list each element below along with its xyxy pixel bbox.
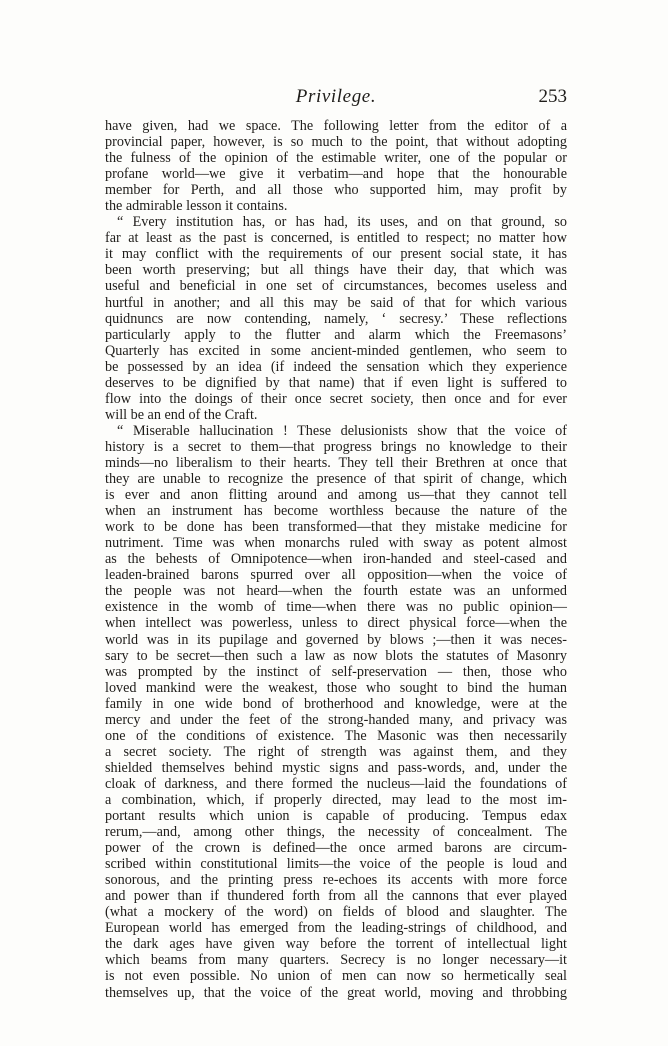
text-line: useful and beneficial in one set of circumstances, becomes useless and xyxy=(105,278,567,295)
text-line: family in one wide bond of brotherhood and knowledge, were at the xyxy=(105,695,567,712)
text-line: quidnuncs are now contending, namely, ‘ secresy.’ These reflections xyxy=(105,310,567,327)
text-line: leaden-brained barons spurred over all opposition—when the voice of xyxy=(105,567,567,584)
text-line: mercy and under the feet of the strong-handed many, and privacy was xyxy=(105,711,567,728)
text-line: member for Perth, and all those who supported him, may profit by xyxy=(105,182,567,199)
text-line: provincial paper, however, is so much to the point, that without adopting xyxy=(105,134,567,151)
text-line: portant results which union is capable of producing. Tempus edax xyxy=(105,808,567,825)
text-line: have given, had we space. The following letter from the editor of a xyxy=(105,118,567,134)
text-line: profane world—we give it verbatim—and hope that the honourable xyxy=(105,166,567,183)
text-line: “ Every institution has, or has had, its uses, and on that ground, so xyxy=(117,214,567,231)
body-text xyxy=(105,118,567,1001)
text-line: is ever and anon flitting around and among us—that they cannot tell xyxy=(105,487,567,504)
text-line: European world has emerged from the leading-strings of childhood, and xyxy=(105,920,567,937)
text-line: was prompted by the instinct of self-preservation — then, those who xyxy=(105,663,567,680)
text-line: minds—no liberalism to their hearts. They tell their Brethren at once that xyxy=(105,454,567,471)
text-line: as the behests of Omnipotence—when iron-handed and steel-cased and xyxy=(105,551,567,568)
text-line: power of the crown is defined—the once armed barons are circum- xyxy=(105,840,567,857)
text-line: a secret society. The right of strength was against them, and they xyxy=(105,743,567,760)
text-line: one of the conditions of existence. The Masonic was then necessarily xyxy=(105,727,567,744)
text-line: scribed within constitutional limits—the voice of the people is loud and xyxy=(105,856,567,873)
text-line: particularly apply to the flutter and alarm which the Freemasons’ xyxy=(105,326,567,343)
text-line: the people was not heard—when the fourth estate was an unformed xyxy=(105,583,567,600)
text-line: hurtful in another; and all this may be said of that for which various xyxy=(105,294,567,311)
text-line: will be an end of the Craft. xyxy=(105,406,258,423)
text-line: history is a secret to them—that progress brings no knowledge to their xyxy=(105,438,567,455)
text-line: it may conflict with the requirements of our present social state, it has xyxy=(105,246,567,263)
text-line: nutriment. Time was when monarchs ruled with sway as potent almost xyxy=(105,535,567,552)
text-line: shielded themselves behind mystic signs and pass-words, and, under the xyxy=(105,759,567,776)
page-number: 253 xyxy=(538,86,567,107)
text-line: loved mankind were the weakest, those who sought to bind the human xyxy=(105,679,567,696)
text-line: a combination, which, if properly directed, may lead to the most im- xyxy=(105,791,567,808)
text-line: work to be done has been transformed—that they mistake medicine for xyxy=(105,519,567,536)
page-header xyxy=(105,86,567,110)
text-line: themselves up, that the voice of the great world, moving and throbbing xyxy=(105,984,567,1001)
text-line: deserves to be dignified by that name) that if even light is suffered to xyxy=(105,374,567,391)
text-line: flow into the doings of their once secret society, then once and for ever xyxy=(105,390,567,407)
paragraph xyxy=(105,423,567,1001)
text-line: far at least as the past is concerned, is entitled to respect; no matter how xyxy=(105,230,567,247)
text-line: and power than if thundered forth from all the cannons that ever played xyxy=(105,888,567,905)
text-line: sary to be secret—then such a law as now blots the statutes of Masonry xyxy=(105,647,567,664)
text-line: the admirable lesson it contains. xyxy=(105,198,288,215)
text-line: when intellect was powerless, unless to direct physical force—when the xyxy=(105,615,567,632)
text-line: the fulness of the opinion of the estimable writer, one of the popular or xyxy=(105,150,567,167)
text-line: been worth preserving; but all things have their day, that which was xyxy=(105,262,567,279)
paragraph xyxy=(105,118,567,214)
text-line: world was in its pupilage and governed by blows ;—then it was neces- xyxy=(105,631,567,648)
text-line: is not even possible. No union of men can now so hermetically seal xyxy=(105,968,567,985)
text-line: cloak of darkness, and there formed the nucleus—laid the foundations of xyxy=(105,775,567,792)
text-line: when an instrument has become worthless because the nature of the xyxy=(105,503,567,520)
text-line: which beams from many quarters. Secrecy is no longer necessary—it xyxy=(105,952,567,969)
text-line: they are unable to recognize the presence of that spirit of change, which xyxy=(105,471,567,488)
text-line: (what a mockery of the word) on fields of blood and slaughter. The xyxy=(105,904,567,921)
running-title: Privilege. xyxy=(295,86,377,107)
text-line: “ Miserable hallucination ! These delusionists show that the voice of xyxy=(117,422,567,439)
text-line: be possessed by an idea (if indeed the sensation which they experience xyxy=(105,358,567,375)
text-line: sonorous, and the printing press re-echoes its accents with more force xyxy=(105,872,567,889)
text-line: existence in the womb of time—when there was no public opinion— xyxy=(105,599,567,616)
text-line: the dark ages have given way before the torrent of intellectual light xyxy=(105,936,567,953)
paragraph xyxy=(105,214,567,423)
text-line: Quarterly has excited in some ancient-minded gentlemen, who seem to xyxy=(105,342,567,359)
text-line: rerum,—and, among other things, the necessity of concealment. The xyxy=(105,824,567,841)
